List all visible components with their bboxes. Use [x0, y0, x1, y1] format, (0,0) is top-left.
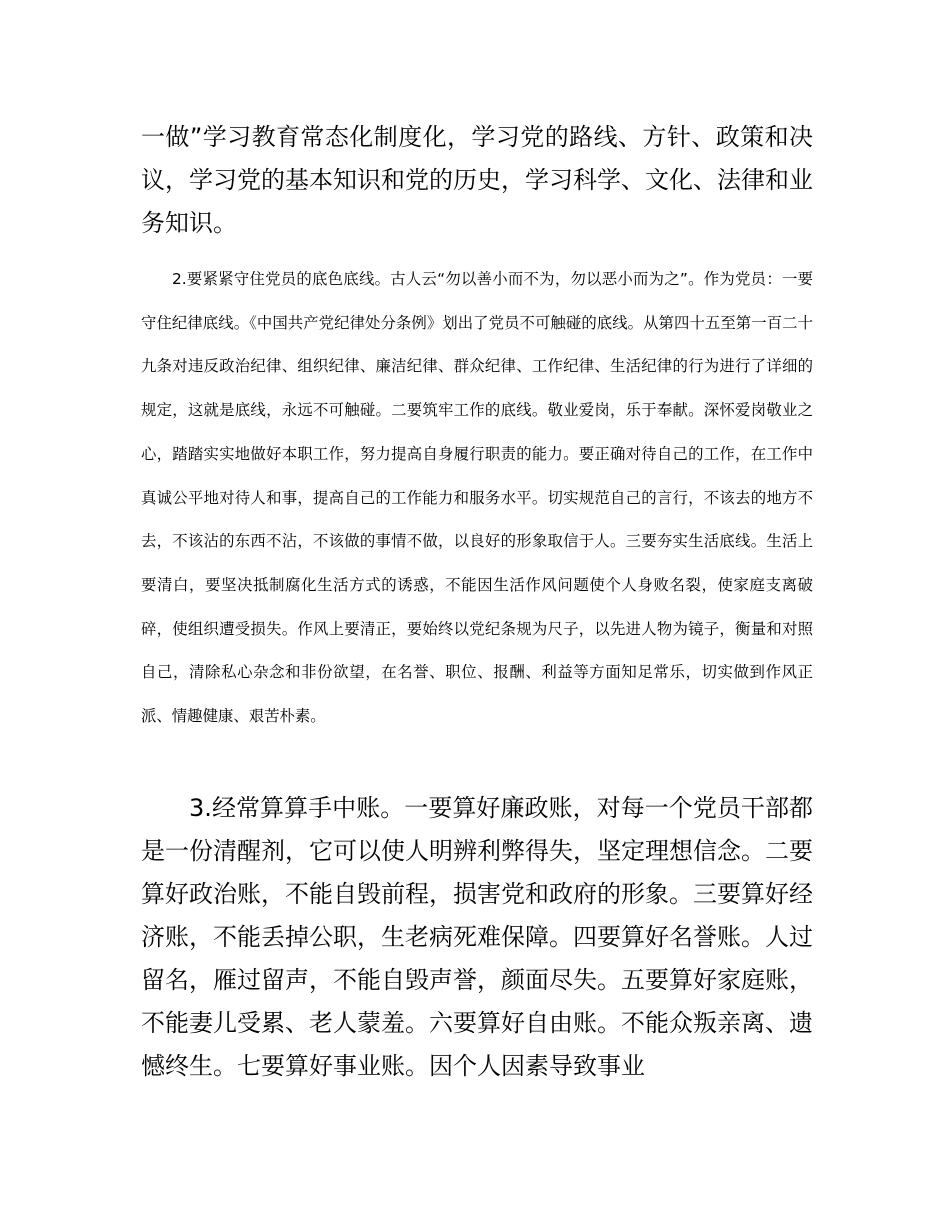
paragraph-study-content: 一做”学习教育常态化制度化，学习党的路线、方针、政策和决议，学习党的基本知识和党的历史，学习科学、文化、法律和业务知识。 — [141, 123, 813, 237]
paragraph-bottom-line: 2.要紧紧守住党员的底色底线。古人云“勿以善小而不为，勿以恶小而为之”。作为党员：一要守住纪律底线。《中国共产党纪律处分条例》划出了党员不可触碰的底线。从第四十五至第一百二十九条对违反政治纪律、组织纪律、廉洁纪律、群众纪律、工作纪律、生活纪律的行为进行了详细的规定，这就是底线，永远不可触碰。二要筑牢工作的底线。敬业爱岗，乐于奉献。深怀爱岗敬业之心，踏踏实实地做好本职工作，努力提高自身履行职责的能力。要正确对待自己的工作，在工作中真诚公平地对待人和事，提高自己的工作能力和服务水平。切实规范自己的言行，不该去的地方不去，不该沾的东西不沾，不该做的事情不做，以良好的形象取信于人。三要夯实生活底线。生活上要清白，要坚决抵制腐化生活方式的诱惑，不能因生活作风问题使个人身败名裂，使家庭支离破碎，使组织遭受损失。作风上要清正，要始终以党纪条规为尺子，以先进人物为镜子，衡量和对照自己，清除私心杂念和非份欲望，在名誉、职位、报酬、利益等方面知足常乐，切实做到作风正派、情趣健康、艰苦朴素。 — [141, 270, 813, 726]
paragraph-accounts: 3.经常算算手中账。一要算好廉政账，对每一个党员干部都是一份清醒剂，它可以使人明辨利弊得失，坚定理想信念。二要算好政治账，不能自毁前程，损害党和政府的形象。三要算好经济账，不能丢掉公职，生老病死难保障。四要算好名誉账。人过留名，雁过留声，不能自毁声誉，颜面尽失。五要算好家庭账，不能妻儿受累、老人蒙羞。六要算好自由账。不能众叛亲离、遗憾终生。七要算好事业账。因个人因素导致事业 — [141, 794, 813, 1080]
